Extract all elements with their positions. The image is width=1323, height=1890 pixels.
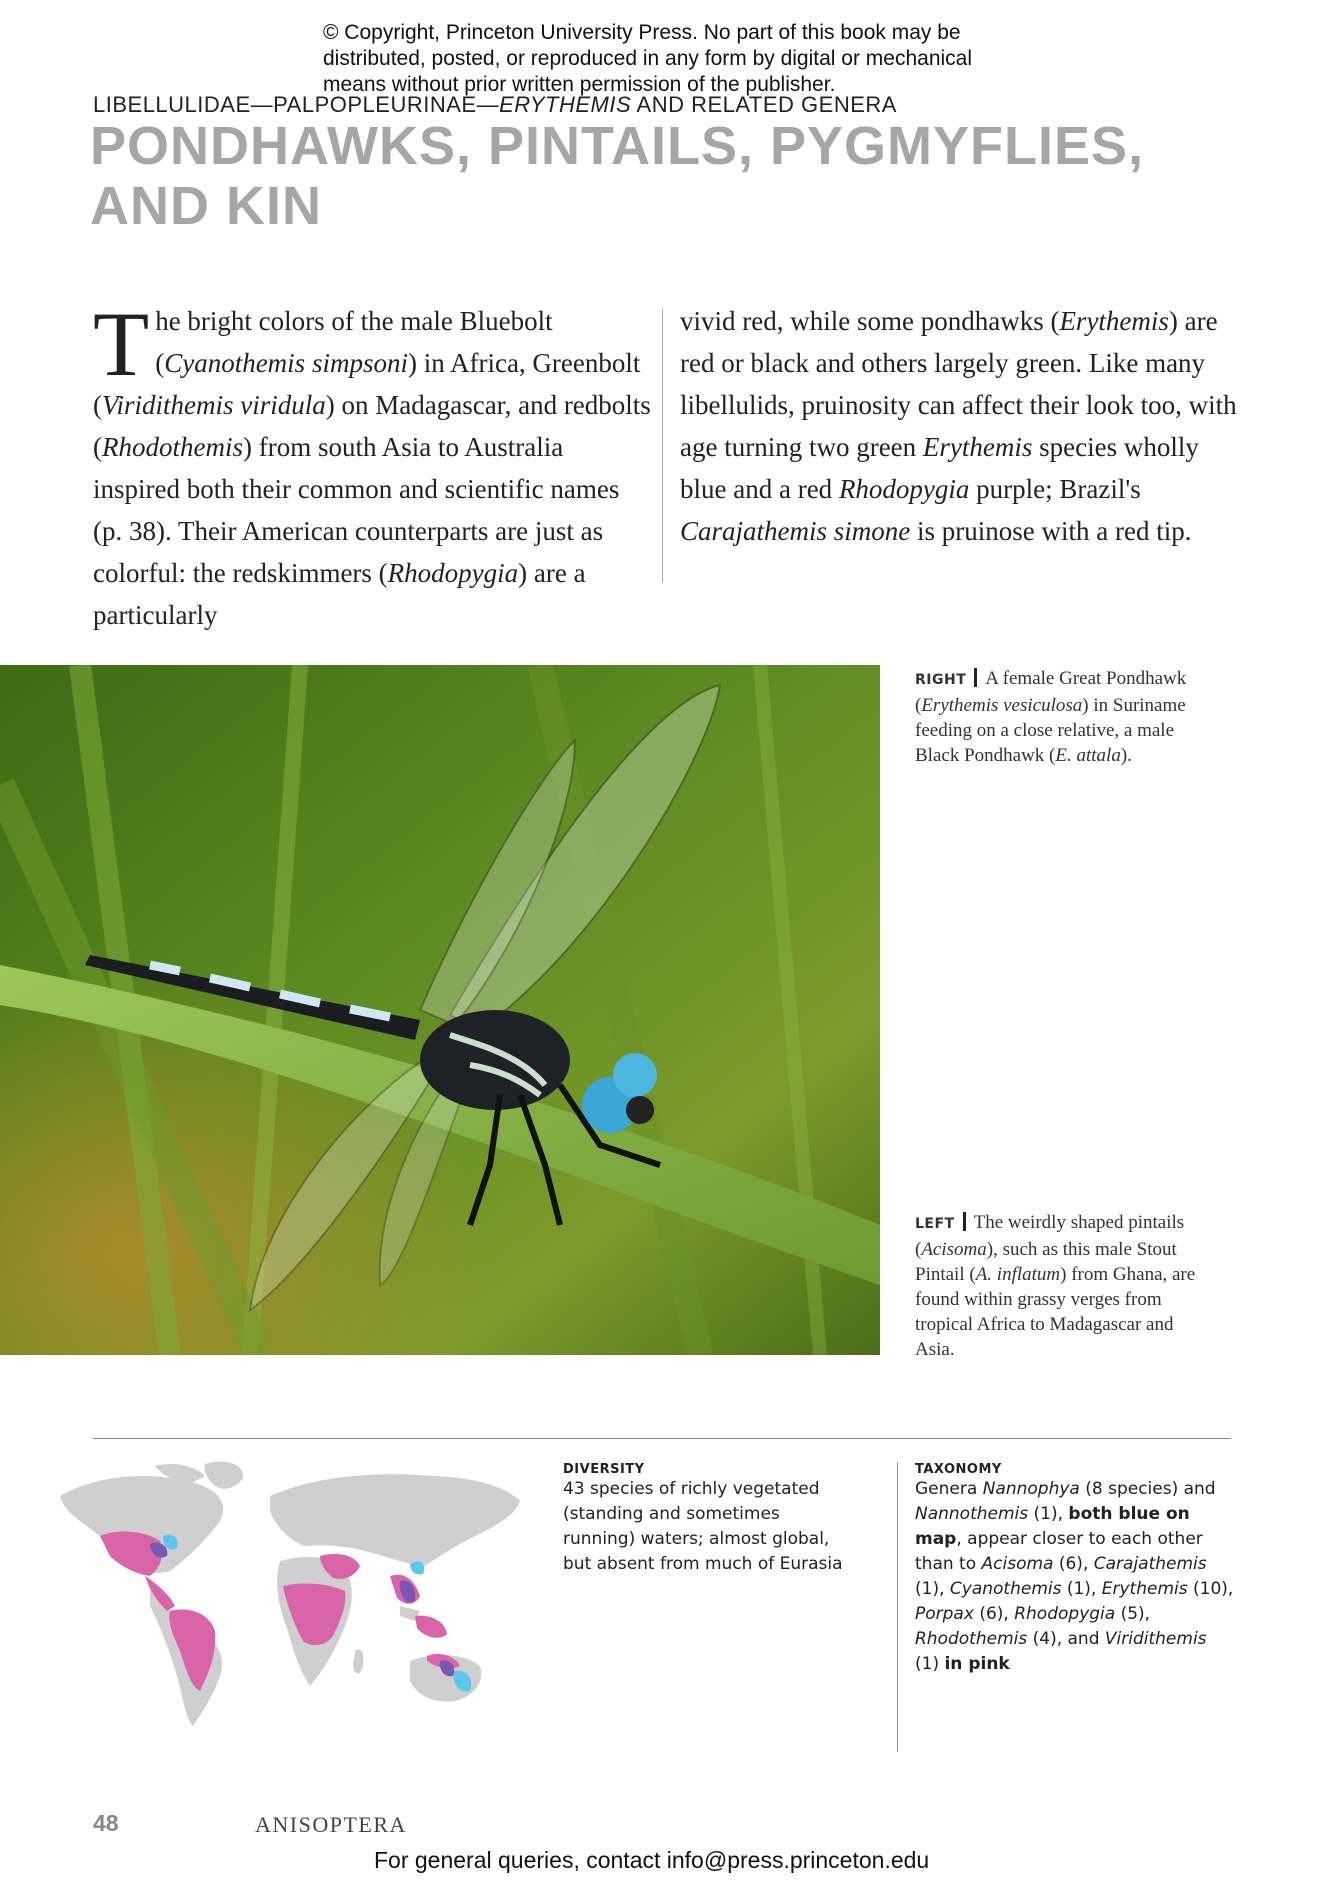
- genus-name: Nannothemis: [915, 1504, 1029, 1524]
- drop-cap: T: [93, 293, 150, 395]
- caption-left: [915, 1210, 1215, 1362]
- taxonomy-fragment: (1): [915, 1654, 945, 1674]
- caption-text: ) in Suriname feeding on a close relative, a male Black Pondhawk (: [915, 695, 1186, 766]
- caption-text: A female Great Pondhawk (: [915, 668, 1187, 716]
- taxonomy-fragment: (1),: [1028, 1504, 1069, 1524]
- genus-name: Acisoma: [921, 1239, 987, 1260]
- genus-name: Nannophya: [982, 1479, 1080, 1499]
- page-title: [90, 116, 1190, 236]
- intro-text: ) from south Asia to Australia inspired both their common and scientific names (p. 38). Their American counterparts are just as colorful: the redskimmers (: [93, 432, 620, 588]
- title-line-1: PONDHAWKS, PINTAILS, PYGMYFLIES,: [90, 116, 1145, 176]
- species-name: E. attala: [1055, 745, 1121, 766]
- intro-text: ) are a particularly: [93, 558, 586, 630]
- running-head: ANISOPTERA: [255, 1812, 407, 1837]
- genus-name: Rhodopygia: [387, 558, 519, 588]
- distribution-map: [55, 1456, 545, 1731]
- page-number: 48: [93, 1810, 119, 1836]
- map-key-pink: in pink: [944, 1654, 1010, 1674]
- taxonomy-fragment: (6),: [1053, 1554, 1094, 1574]
- section-suffix: AND RELATED GENERA: [631, 92, 897, 117]
- genus-name: Erythemis: [1101, 1579, 1188, 1599]
- taxonomy-fragment: Genera: [915, 1479, 983, 1499]
- intro-text: ) are red or black and others largely green. Like many libellulids, pruinosity can affect their look too, with age turning two green: [680, 306, 1237, 462]
- species-name: Erythemis vesiculosa: [921, 695, 1083, 716]
- taxonomy-box: [915, 1462, 1235, 1677]
- caption-text: ).: [1120, 745, 1132, 766]
- intro-text: ) on Madagascar, and redbolts (: [93, 390, 651, 462]
- diversity-heading: DIVERSITY: [563, 1462, 645, 1477]
- taxonomy-fragment: (4), and: [1027, 1629, 1105, 1649]
- species-name: Carajathemis simone: [680, 516, 911, 546]
- caption-text: ) from Ghana, are found within grassy verges from tropical Africa to Madagascar and Asia.: [915, 1264, 1196, 1360]
- genus-name: Acisoma: [981, 1554, 1054, 1574]
- intro-column-2: [680, 300, 1240, 552]
- taxonomy-fragment: (5),: [1115, 1604, 1151, 1624]
- genus-name: Cyanothemis: [949, 1579, 1062, 1599]
- species-name: A. inflatum: [975, 1264, 1061, 1285]
- taxonomy-divider: [897, 1462, 898, 1752]
- title-line-2: AND KIN: [90, 176, 322, 236]
- caption-text: ), such as this male Stout Pintail (: [915, 1239, 1177, 1285]
- section-rule: [93, 1438, 1231, 1439]
- copyright-notice: [323, 20, 1043, 98]
- caption-left-label: LEFT: [915, 1216, 955, 1232]
- taxonomy-fragment: (1),: [915, 1579, 950, 1599]
- caption-text: The weirdly shaped pintails (: [915, 1212, 1185, 1260]
- genus-name: Rhodothemis: [102, 432, 243, 462]
- taxonomy-fragment: (10),: [1187, 1579, 1234, 1599]
- genus-name: Porpax: [915, 1604, 974, 1624]
- taxonomy-fragment: (1),: [1061, 1579, 1102, 1599]
- intro-column-1: [93, 293, 653, 636]
- section-label: [93, 92, 897, 118]
- species-name: Viridithemis viridula: [102, 390, 326, 420]
- taxonomy-text: [915, 1477, 1235, 1677]
- caption-right: [915, 666, 1215, 768]
- caption-right-label: RIGHT: [915, 672, 967, 688]
- intro-text: he bright colors of the male Bluebolt (: [155, 306, 553, 378]
- taxonomy-fragment: (8 species) and: [1079, 1479, 1216, 1499]
- species-name: Cyanothemis simpsoni: [164, 348, 408, 378]
- diversity-box: [563, 1462, 853, 1577]
- intro-text: is pruinose with a red tip.: [910, 516, 1192, 546]
- copyright-line-2: distributed, posted, or reproduced in any form by digital or mechanical: [323, 47, 973, 70]
- footer-contact: For general queries, contact info@press.princeton.edu: [374, 1847, 930, 1873]
- intro-text: species wholly blue and a red: [680, 432, 1199, 504]
- map-key-blue: both blue on map: [915, 1504, 1190, 1549]
- copyright-line-1: © Copyright, Princeton University Press. No part of this book may be: [323, 21, 961, 44]
- intro-text: purple; Brazil's: [969, 474, 1141, 504]
- genus-name: Rhodopygia: [1014, 1604, 1116, 1624]
- dragonfly-photo: [0, 665, 880, 1355]
- caption-separator: [963, 1212, 966, 1231]
- caption-separator: [974, 668, 977, 687]
- genus-name: Erythemis: [1059, 306, 1169, 336]
- intro-text: ) in Africa, Greenbolt (: [93, 348, 641, 420]
- genus-name: Carajathemis: [1093, 1554, 1207, 1574]
- section-prefix: LIBELLULIDAE—PALPOPLEURINAE—: [93, 92, 500, 117]
- intro-text: vivid red, while some pondhawks (: [680, 306, 1060, 336]
- genus-name: Erythemis: [922, 432, 1033, 462]
- genus-name: Rhodopygia: [838, 474, 970, 504]
- taxonomy-fragment: , appear closer to each other than to: [915, 1529, 1203, 1574]
- section-genus: ERYTHEMIS: [499, 92, 632, 117]
- taxonomy-fragment: (6),: [973, 1604, 1015, 1624]
- genus-name: Viridithemis: [1104, 1629, 1207, 1649]
- copyright-line-3: means without prior written permission of the publisher.: [323, 73, 836, 96]
- column-divider: [662, 308, 663, 582]
- taxonomy-heading: TAXONOMY: [915, 1462, 1002, 1477]
- genus-name: Rhodothemis: [915, 1629, 1028, 1649]
- diversity-text: 43 species of richly vegetated (standing and sometimes running) waters; almost global, but absent from much of Eurasia: [563, 1479, 843, 1574]
